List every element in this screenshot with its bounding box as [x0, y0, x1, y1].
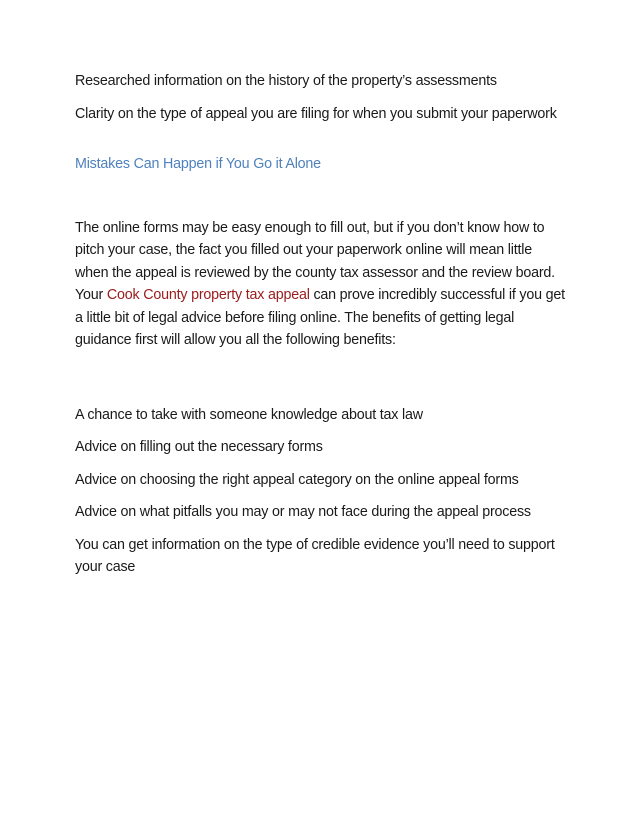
intro-item: Clarity on the type of appeal you are filing for when you submit your paperwork	[75, 105, 557, 122]
benefit-item: Advice on choosing the right appeal category on the online appeal forms	[75, 471, 519, 488]
benefit-item: A chance to take with someone knowledge about tax law	[75, 406, 423, 423]
intro-item: Researched information on the history of the property’s assessments	[75, 73, 497, 89]
body-text-after-link: can prove incredibly successful if you get a little bit of legal advice before filing online. The benefits of getting legal guidance first will allow you all the following benefits:	[75, 287, 565, 348]
document-page	[75, 70, 565, 589]
benefit-item: Advice on filling out the necessary forms	[75, 439, 323, 455]
section-heading: Mistakes Can Happen if You Go it Alone	[75, 156, 321, 172]
body-paragraph	[75, 217, 565, 352]
benefit-item: You can get information on the type of credible evidence you’ll need to support your case	[75, 536, 555, 575]
body-text-before-link: The online forms may be easy enough to fill out, but if you don’t know how to pitch your case, the fact you filled out your paperwork online will mean little when the appeal is reviewed by the county tax assessor and the review board. Your	[75, 219, 555, 303]
benefit-item: Advice on what pitfalls you may or may not face during the appeal process	[75, 504, 531, 520]
cook-county-appeal-link[interactable]: Cook County property tax appeal	[106, 287, 310, 303]
